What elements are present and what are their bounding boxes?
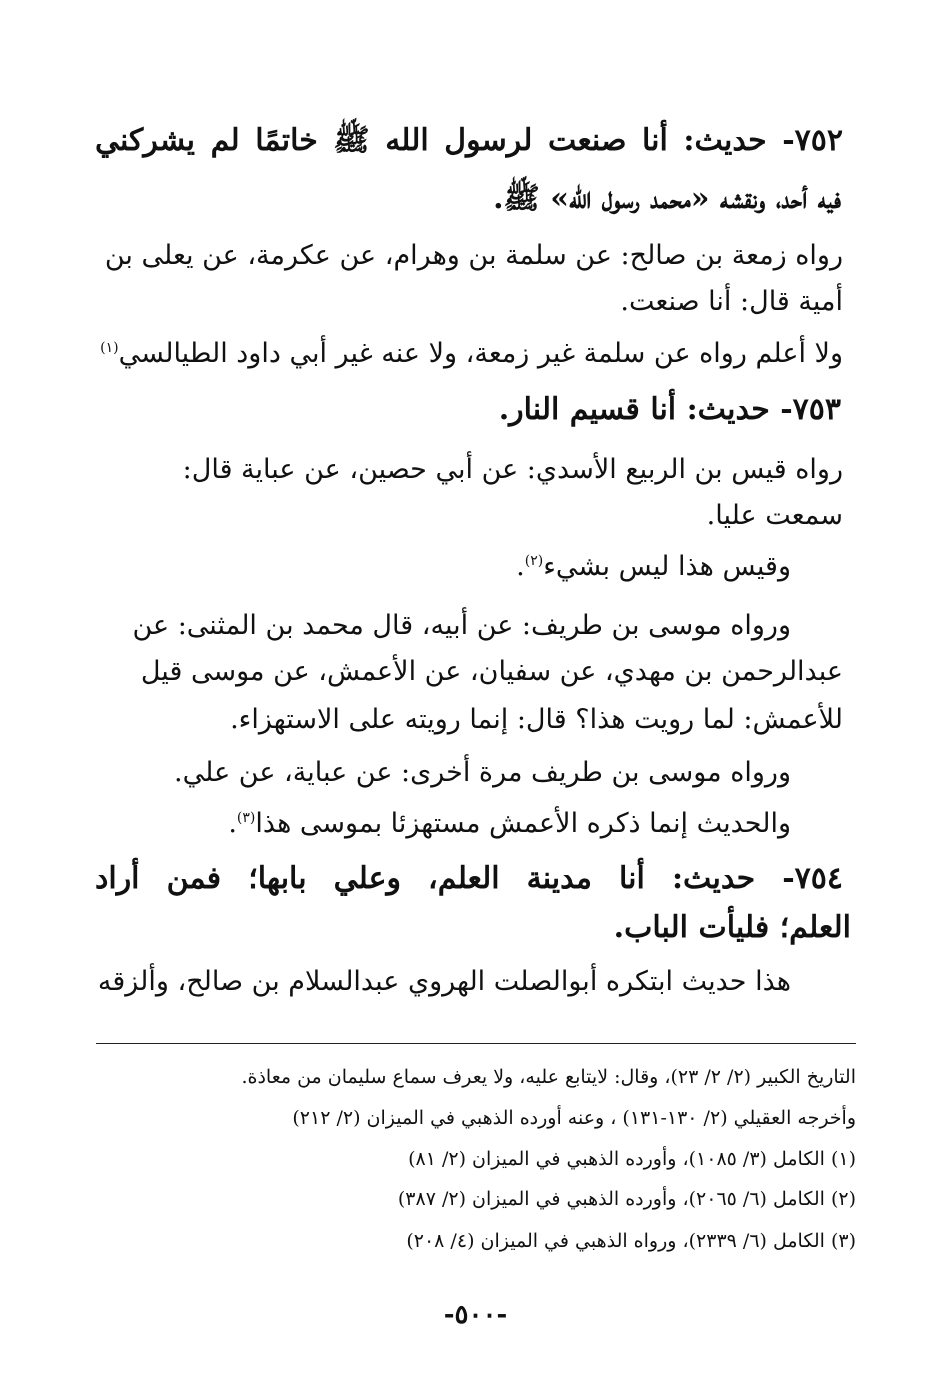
hadith-753-heading: ٧٥٣- حديث: أنا قسيم النار. <box>498 392 841 427</box>
hadith-752-body-line1: رواه زمعة بن صالح: عن سلمة بن وهرام، عن عكرمة، عن يعلى بن <box>104 240 843 271</box>
hadith-752-heading-line2: فيه أحد، ونقشه «محمد رسول الله» ﷺ. <box>493 181 841 216</box>
footnote-line2: وأخرجه العقيلي (٢/ ١٣٠-١٣١) ، وعنه أورده الذهبي في الميزان (٢/ ٢١٢) <box>292 1107 856 1129</box>
qays-line <box>516 551 791 582</box>
hadith-752-heading-line1: ٧٥٢- حديث: أنا صنعت لرسول الله ﷺ خاتمًا لم يشركني <box>95 123 843 158</box>
hadith-754-body-line1: هذا حديث ابتكره أبوالصلت الهروي عبدالسلام بن صالح، وألزقه <box>97 966 791 997</box>
footnote-line3: (١) الكامل (٣/ ١٠٨٥)، وأورده الذهبي في الميزان (٢/ ٨١) <box>408 1148 856 1170</box>
hadith-753-body-line1: رواه قيس بن الربيع الأسدي: عن أبي حصين، عن عباية قال: <box>182 454 843 485</box>
page-number: -٥٠٠- <box>443 1300 508 1330</box>
musa-line3: للأعمش: لما رويت هذا؟ قال: إنما رويته على الاستهزاء. <box>230 704 843 735</box>
musa-line2: عبدالرحمن بن مهدي، عن سفيان، عن الأعمش، عن موسى قيل <box>140 656 843 687</box>
hadith-note-line <box>228 808 791 839</box>
hadith-note-end: . <box>228 808 237 839</box>
musa-line1: ورواه موسى بن طريف: عن أبيه، قال محمد بن المثنى: عن <box>132 610 791 641</box>
qays-end: . <box>516 551 525 582</box>
footnote-divider <box>96 1043 856 1044</box>
footnote-line4: (٢) الكامل (٦/ ٢٠٦٥)، وأورده الذهبي في الميزان (٢/ ٣٨٧) <box>397 1188 856 1210</box>
hadith-752-note-text: ولا أعلم رواه عن سلمة غير زمعة، ولا عنه غير أبي داود الطيالسي <box>118 338 843 369</box>
footnote-ref-2: (٢) <box>524 553 544 569</box>
hadith-754-heading-line1: ٧٥٤- حديث: أنا مدينة العلم، وعلي بابها؛ فمن أراد <box>95 861 843 896</box>
footnote-line5: (٣) الكامل (٦/ ٢٣٣٩)، ورواه الذهبي في الميزان (٤/ ٢٠٨) <box>406 1230 856 1252</box>
hadith-752-note-line <box>100 338 843 369</box>
footnote-line1: التاريخ الكبير (٢/ ٢/ ٢٣)، وقال: لايتابع عليه، ولا يعرف سماع سليمان من معاذة. <box>241 1066 856 1088</box>
hadith-note-text: والحديث إنما ذكره الأعمش مستهزئا بموسى هذا <box>255 808 791 839</box>
hadith-754-heading-line2: العلم؛ فليأت الباب. <box>613 910 851 945</box>
hadith-753-body-line2: سمعت عليا. <box>706 500 843 531</box>
footnote-ref-1: (١) <box>100 340 119 356</box>
footnote-ref-3: (٣) <box>236 810 256 826</box>
musa-line4: ورواه موسى بن طريف مرة أخرى: عن عباية، عن علي. <box>174 757 791 788</box>
qays-text: وقيس هذا ليس بشيء <box>543 551 791 582</box>
hadith-752-body-line2: أمية قال: أنا صنعت. <box>620 286 843 317</box>
